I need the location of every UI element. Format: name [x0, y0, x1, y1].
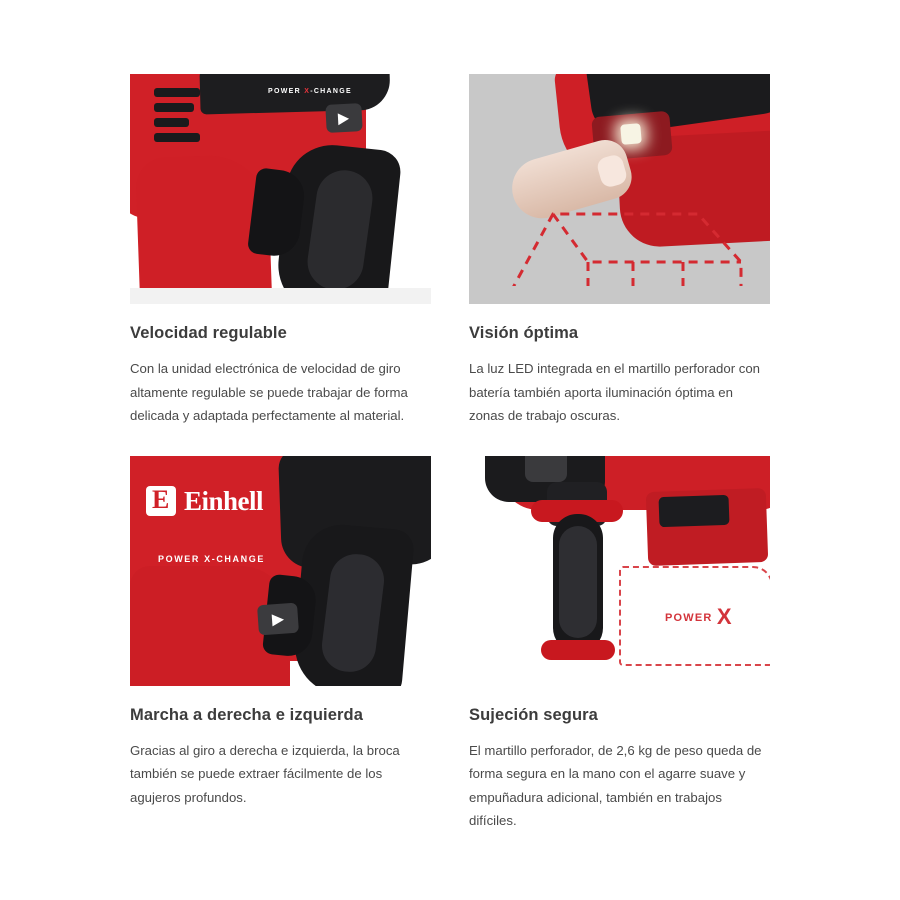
einhell-logo-mark-icon: [146, 486, 176, 516]
power-x-change-badge-1: POWER X-CHANGE: [268, 88, 352, 95]
handle-lower-ring-shape: [541, 640, 615, 660]
direction-switch-icon: [325, 103, 362, 133]
einhell-logo-text: Einhell: [184, 485, 264, 516]
feature-title: Marcha a derecha e izquierda: [130, 705, 363, 724]
feature-card-vision-optima: [469, 74, 770, 428]
led-lamp-icon: [620, 123, 642, 145]
feature-image-velocidad-regulable: [130, 74, 431, 304]
feature-body: Con la unidad electrónica de velocidad de giro altamente regulable se puede trabajar de forma delicada y adaptada perfectamente al material.: [130, 361, 408, 423]
drill-handle-illustration: [130, 74, 431, 304]
feature-image-vision-optima: [469, 74, 770, 304]
feature-body: Gracias al giro a derecha e izquierda, la broca también se puede extraer fácilmente de los agujeros profundos.: [130, 742, 400, 805]
feature-grid: [130, 74, 770, 833]
feature-image-marcha-derecha-izquierda: [130, 456, 431, 686]
feature-card-velocidad-regulable: [130, 74, 431, 428]
feature-title: Velocidad regulable: [130, 324, 287, 342]
feature-body: El martillo perforador, de 2,6 kg de peso queda de forma segura en la mano con el agarre suave y empuñadura adicional, también en trabajos difíciles.: [469, 742, 762, 828]
direction-switch-icon: [257, 602, 299, 635]
image-bottom-band: [130, 288, 431, 304]
einhell-body-illustration: [130, 456, 431, 686]
power-x-change-badge-2: POWER X-CHANGE: [158, 553, 265, 564]
drill-vents-shape: [154, 88, 200, 142]
auxiliary-handle-illustration: [469, 456, 770, 686]
led-illustration: [469, 74, 770, 304]
tool-chuck-shape: [525, 456, 567, 482]
auxiliary-handle-pad-shape: [559, 526, 597, 638]
power-x-badge: POWER X: [665, 603, 733, 629]
feature-card-sujecion-segura: [469, 456, 770, 833]
feature-title: Sujeción segura: [469, 705, 598, 724]
feature-image-sujecion-segura: [469, 456, 770, 686]
einhell-logo: [146, 486, 263, 517]
feature-card-marcha-derecha-izquierda: [130, 456, 431, 833]
feature-title: Visión óptima: [469, 324, 579, 342]
image-bottom-band: [469, 286, 770, 304]
feature-body: La luz LED integrada en el martillo perforador con batería también aporta iluminación óptima en zonas de trabajo oscuras.: [469, 361, 761, 423]
battery-contact-shape: [658, 494, 729, 526]
